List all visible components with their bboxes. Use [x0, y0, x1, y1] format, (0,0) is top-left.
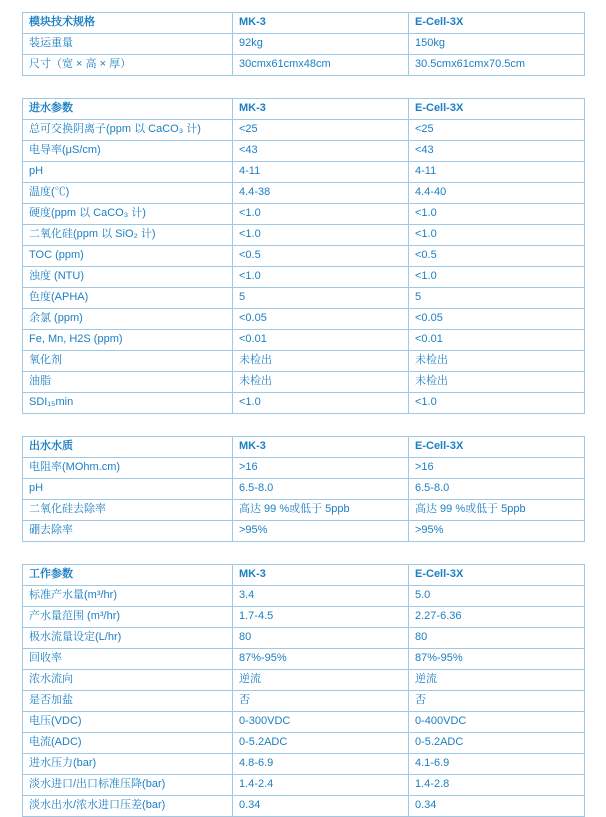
row-label: SDI₁₅min [23, 393, 233, 414]
table-row [23, 204, 585, 225]
column-header-category: 进水参数 [23, 99, 233, 120]
row-label: 浊度 (NTU) [23, 267, 233, 288]
row-value-mk3: 4.4-38 [233, 183, 409, 204]
row-label: 淡水出水/浓水进口压差(bar) [23, 796, 233, 817]
row-value-ecell3x: 5 [409, 288, 585, 309]
table-row [23, 712, 585, 733]
column-header-category: 模块技术规格 [23, 13, 233, 34]
table-row [23, 225, 585, 246]
row-value-ecell3x: <1.0 [409, 225, 585, 246]
table-row [23, 458, 585, 479]
table-row [23, 607, 585, 628]
row-label: 浓水流向 [23, 670, 233, 691]
row-value-mk3: 3.4 [233, 586, 409, 607]
column-header-mk3: MK-3 [233, 13, 409, 34]
row-label: 淡水进口/出口标准压降(bar) [23, 775, 233, 796]
row-value-ecell3x: <0.01 [409, 330, 585, 351]
row-value-mk3: 未检出 [233, 372, 409, 393]
row-value-mk3: 1.7-4.5 [233, 607, 409, 628]
row-label: 硼去除率 [23, 521, 233, 542]
row-value-ecell3x: 未检出 [409, 351, 585, 372]
table-row [23, 55, 585, 76]
table-header-row [23, 565, 585, 586]
row-value-mk3: 逆流 [233, 670, 409, 691]
table-row [23, 691, 585, 712]
table-row [23, 372, 585, 393]
row-label: pH [23, 479, 233, 500]
row-value-ecell3x: 逆流 [409, 670, 585, 691]
table-row [23, 479, 585, 500]
column-header-ecell3x: E-Cell-3X [409, 13, 585, 34]
row-value-ecell3x: 1.4-2.8 [409, 775, 585, 796]
row-value-ecell3x: 0-5.2ADC [409, 733, 585, 754]
table-header-row [23, 99, 585, 120]
row-value-ecell3x: <25 [409, 120, 585, 141]
table-row [23, 393, 585, 414]
table-row [23, 288, 585, 309]
table-row [23, 183, 585, 204]
row-value-ecell3x: <1.0 [409, 393, 585, 414]
row-value-mk3: 1.4-2.4 [233, 775, 409, 796]
row-value-ecell3x: 未检出 [409, 372, 585, 393]
table-row [23, 670, 585, 691]
table-row [23, 120, 585, 141]
table-row [23, 330, 585, 351]
product-water-quality-table [22, 436, 585, 542]
row-value-mk3: <0.01 [233, 330, 409, 351]
row-label: 电压(VDC) [23, 712, 233, 733]
row-value-ecell3x: >16 [409, 458, 585, 479]
row-value-ecell3x: 6.5-8.0 [409, 479, 585, 500]
row-value-mk3: <1.0 [233, 267, 409, 288]
row-label: 氧化剂 [23, 351, 233, 372]
row-value-mk3: 30cmx61cmx48cm [233, 55, 409, 76]
row-label: pH [23, 162, 233, 183]
row-value-mk3: >16 [233, 458, 409, 479]
row-label: 是否加盐 [23, 691, 233, 712]
column-header-category: 出水水质 [23, 437, 233, 458]
operating-parameters-table [22, 564, 585, 817]
row-label: 极水流量设定(L/hr) [23, 628, 233, 649]
row-label: 二氧化硅(ppm 以 SiO₂ 计) [23, 225, 233, 246]
table-header-row [23, 437, 585, 458]
table-row [23, 775, 585, 796]
row-label: 油脂 [23, 372, 233, 393]
row-value-mk3: <1.0 [233, 393, 409, 414]
row-label: 回收率 [23, 649, 233, 670]
row-value-ecell3x: 30.5cmx61cmx70.5cm [409, 55, 585, 76]
row-value-mk3: <1.0 [233, 225, 409, 246]
row-value-mk3: 0-5.2ADC [233, 733, 409, 754]
row-label: 产水量范围 (m³/hr) [23, 607, 233, 628]
row-value-mk3: 未检出 [233, 351, 409, 372]
row-label: 电导率(μS/cm) [23, 141, 233, 162]
table-row [23, 351, 585, 372]
row-value-mk3: <1.0 [233, 204, 409, 225]
table-row [23, 162, 585, 183]
row-label: 标准产水量(m³/hr) [23, 586, 233, 607]
row-value-ecell3x: 0-400VDC [409, 712, 585, 733]
row-value-mk3: 5 [233, 288, 409, 309]
table-row [23, 500, 585, 521]
row-value-ecell3x: 5.0 [409, 586, 585, 607]
row-label: 电阻率(MOhm.cm) [23, 458, 233, 479]
row-value-ecell3x: <1.0 [409, 267, 585, 288]
row-label: 色度(APHA) [23, 288, 233, 309]
row-value-mk3: 4-11 [233, 162, 409, 183]
row-value-ecell3x: 150kg [409, 34, 585, 55]
row-value-mk3: <25 [233, 120, 409, 141]
table-row [23, 521, 585, 542]
row-value-ecell3x: <43 [409, 141, 585, 162]
row-value-ecell3x: 0.34 [409, 796, 585, 817]
row-label: TOC (ppm) [23, 246, 233, 267]
table-row [23, 649, 585, 670]
row-value-ecell3x: <1.0 [409, 204, 585, 225]
table-row [23, 34, 585, 55]
row-label: Fe, Mn, H2S (ppm) [23, 330, 233, 351]
row-value-ecell3x: 4-11 [409, 162, 585, 183]
table-row [23, 628, 585, 649]
row-value-mk3: <0.5 [233, 246, 409, 267]
column-header-ecell3x: E-Cell-3X [409, 437, 585, 458]
column-header-mk3: MK-3 [233, 565, 409, 586]
table-row [23, 309, 585, 330]
row-value-ecell3x: 2.27-6.36 [409, 607, 585, 628]
row-label: 电流(ADC) [23, 733, 233, 754]
table-row [23, 796, 585, 817]
table-row [23, 586, 585, 607]
row-label: 余氯 (ppm) [23, 309, 233, 330]
row-value-mk3: 87%-95% [233, 649, 409, 670]
row-value-ecell3x: <0.5 [409, 246, 585, 267]
row-value-ecell3x: >95% [409, 521, 585, 542]
row-label: 温度(℃) [23, 183, 233, 204]
row-label: 硬度(ppm 以 CaCO₃ 计) [23, 204, 233, 225]
column-header-ecell3x: E-Cell-3X [409, 99, 585, 120]
row-label: 装运重量 [23, 34, 233, 55]
row-value-mk3: 0-300VDC [233, 712, 409, 733]
column-header-category: 工作参数 [23, 565, 233, 586]
row-label: 进水压力(bar) [23, 754, 233, 775]
row-label: 尺寸（宽 × 高 × 厚） [23, 55, 233, 76]
column-header-mk3: MK-3 [233, 437, 409, 458]
row-label: 总可交换阴离子(ppm 以 CaCO₃ 计) [23, 120, 233, 141]
feed-water-parameters-table [22, 98, 585, 414]
row-value-ecell3x: 4.1-6.9 [409, 754, 585, 775]
row-label: 二氧化硅去除率 [23, 500, 233, 521]
row-value-ecell3x: 80 [409, 628, 585, 649]
table-row [23, 754, 585, 775]
row-value-mk3: >95% [233, 521, 409, 542]
column-header-ecell3x: E-Cell-3X [409, 565, 585, 586]
row-value-mk3: 92kg [233, 34, 409, 55]
row-value-ecell3x: 87%-95% [409, 649, 585, 670]
row-value-mk3: 高达 99 %或低于 5ppb [233, 500, 409, 521]
table-row [23, 246, 585, 267]
row-value-ecell3x: <0.05 [409, 309, 585, 330]
row-value-mk3: 80 [233, 628, 409, 649]
column-header-mk3: MK-3 [233, 99, 409, 120]
row-value-mk3: <0.05 [233, 309, 409, 330]
module-tech-spec-table [22, 12, 585, 76]
row-value-mk3: 0.34 [233, 796, 409, 817]
table-row [23, 733, 585, 754]
table-row [23, 267, 585, 288]
row-value-mk3: 4.8-6.9 [233, 754, 409, 775]
row-value-mk3: 6.5-8.0 [233, 479, 409, 500]
row-value-mk3: 否 [233, 691, 409, 712]
row-value-ecell3x: 4.4-40 [409, 183, 585, 204]
row-value-ecell3x: 高达 99 %或低于 5ppb [409, 500, 585, 521]
table-header-row [23, 13, 585, 34]
table-row [23, 141, 585, 162]
row-value-ecell3x: 否 [409, 691, 585, 712]
row-value-mk3: <43 [233, 141, 409, 162]
